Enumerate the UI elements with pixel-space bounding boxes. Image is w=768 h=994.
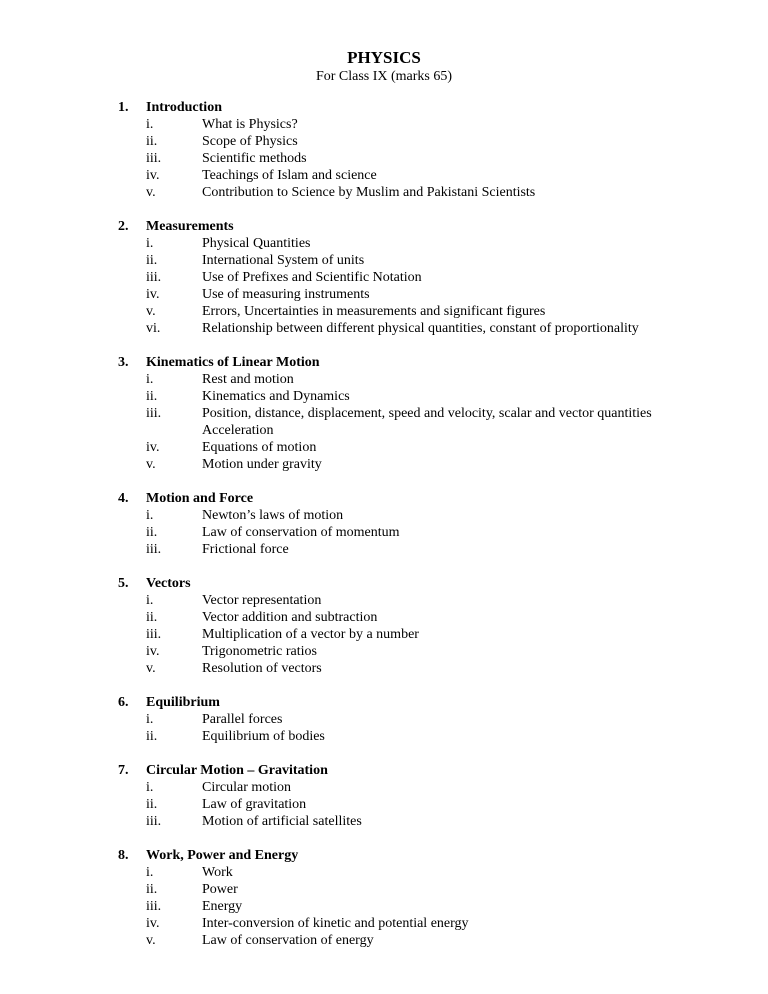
section-6 [0, 694, 768, 745]
item-number: ii. [146, 729, 158, 744]
section-5 [0, 575, 768, 677]
list-item [146, 881, 666, 898]
item-text: Teachings of Islam and science [202, 168, 377, 183]
section-1 [0, 99, 768, 201]
item-text: Equilibrium of bodies [202, 729, 325, 744]
item-text: Frictional force [202, 542, 289, 557]
item-number: i. [146, 780, 154, 795]
section-number: 3. [118, 355, 129, 370]
item-text: Newton’s laws of motion [202, 508, 344, 523]
list-item [146, 235, 666, 252]
section-body [146, 99, 666, 201]
item-number: v. [146, 933, 156, 948]
list-item [146, 456, 666, 473]
item-number: ii. [146, 389, 158, 404]
list-item [146, 643, 666, 660]
item-text: Physical Quantities [202, 236, 311, 251]
item-number: iv. [146, 644, 160, 659]
item-text: Errors, Uncertainties in measurements and significant figures [202, 304, 546, 319]
list-item [146, 116, 666, 133]
section-number: 4. [118, 491, 129, 506]
item-text: Inter-conversion of kinetic and potential energy [202, 916, 469, 931]
section-body [146, 694, 666, 745]
item-text: Law of conservation of energy [202, 933, 374, 948]
item-number: iii. [146, 899, 162, 914]
section-8 [0, 847, 768, 949]
section-number: 1. [118, 100, 129, 115]
list-item [146, 439, 666, 456]
section-7 [0, 762, 768, 830]
item-text: Parallel forces [202, 712, 283, 727]
item-number: ii. [146, 134, 158, 149]
item-number: v. [146, 304, 156, 319]
item-number: i. [146, 117, 154, 132]
item-text: Equations of motion [202, 440, 317, 455]
page-subtitle: For Class IX (marks 65) [315, 69, 453, 84]
item-text: Energy [202, 899, 243, 914]
list-item [146, 269, 666, 286]
item-text: Contribution to Science by Muslim and Pakistani Scientists [202, 185, 536, 200]
item-text: Law of gravitation [202, 797, 307, 812]
item-text: Power [202, 882, 238, 897]
item-text: Vector representation [202, 593, 322, 608]
list-item [146, 864, 666, 881]
item-number: ii. [146, 882, 158, 897]
item-text: Kinematics and Dynamics [202, 389, 350, 404]
section-body [146, 762, 666, 830]
item-number: i. [146, 236, 154, 251]
section-body [146, 575, 666, 677]
item-number: iii. [146, 270, 162, 285]
section-list [0, 99, 768, 966]
list-item [146, 711, 666, 728]
section-title: Work, Power and Energy [146, 848, 299, 863]
list-item [146, 592, 666, 609]
list-item [146, 779, 666, 796]
item-text: Vector addition and subtraction [202, 610, 378, 625]
page-title: PHYSICS [347, 48, 421, 67]
item-text: Scientific methods [202, 151, 307, 166]
section-number: 7. [118, 763, 129, 778]
list-item [146, 371, 666, 388]
item-number: vi. [146, 321, 161, 336]
list-item [146, 813, 666, 830]
item-text: Work [202, 865, 233, 880]
list-item [146, 796, 666, 813]
item-text: Circular motion [202, 780, 292, 795]
section-number: 6. [118, 695, 129, 710]
list-item [146, 660, 666, 677]
list-item [146, 915, 666, 932]
item-text: Relationship between different physical quantities, constant of proportionality [202, 321, 639, 336]
list-item [146, 541, 666, 558]
section-title: Vectors [146, 576, 191, 591]
item-number: iv. [146, 440, 160, 455]
section-title: Equilibrium [146, 695, 220, 710]
item-text: Use of measuring instruments [202, 287, 370, 302]
section-title: Measurements [146, 219, 234, 234]
section-body [146, 218, 666, 337]
item-number: i. [146, 372, 154, 387]
item-text: Trigonometric ratios [202, 644, 317, 659]
list-item [146, 898, 666, 915]
item-text: Rest and motion [202, 372, 294, 387]
list-item [146, 507, 666, 524]
section-number: 8. [118, 848, 129, 863]
list-item [146, 388, 666, 405]
section-title: Introduction [146, 100, 222, 115]
list-item [146, 133, 666, 150]
item-number: v. [146, 185, 156, 200]
item-number: iii. [146, 627, 162, 642]
item-number: v. [146, 457, 156, 472]
section-body [146, 847, 666, 949]
item-text: Law of conservation of momentum [202, 525, 400, 540]
item-number: iv. [146, 168, 160, 183]
item-text: What is Physics? [202, 117, 298, 132]
section-title: Motion and Force [146, 491, 254, 506]
item-number: ii. [146, 525, 158, 540]
item-text: Resolution of vectors [202, 661, 322, 676]
section-3 [0, 354, 768, 473]
item-number: iii. [146, 151, 162, 166]
list-item [146, 405, 666, 439]
list-item [146, 167, 666, 184]
list-item [146, 320, 666, 337]
item-number: i. [146, 865, 154, 880]
list-item [146, 184, 666, 201]
list-item [146, 932, 666, 949]
item-number: iii. [146, 814, 162, 829]
list-item [146, 609, 666, 626]
item-number: iv. [146, 916, 160, 931]
section-body [146, 490, 666, 558]
list-item [146, 150, 666, 167]
list-item [146, 524, 666, 541]
section-4 [0, 490, 768, 558]
item-text: Position, distance, displacement, speed and velocity, scalar and vector quantities Acceleration [202, 406, 652, 438]
item-number: iii. [146, 542, 162, 557]
item-text: Multiplication of a vector by a number [202, 627, 419, 642]
list-item [146, 286, 666, 303]
section-title: Circular Motion – Gravitation [146, 763, 328, 778]
item-number: ii. [146, 610, 158, 625]
item-number: ii. [146, 253, 158, 268]
item-text: International System of units [202, 253, 365, 268]
item-text: Motion of artificial satellites [202, 814, 362, 829]
section-number: 5. [118, 576, 129, 591]
item-number: i. [146, 508, 154, 523]
section-2 [0, 218, 768, 337]
list-item [146, 728, 666, 745]
list-item [146, 303, 666, 320]
item-text: Use of Prefixes and Scientific Notation [202, 270, 422, 285]
item-number: v. [146, 661, 156, 676]
item-text: Motion under gravity [202, 457, 322, 472]
list-item [146, 252, 666, 269]
item-number: iv. [146, 287, 160, 302]
item-number: ii. [146, 797, 158, 812]
item-number: i. [146, 593, 154, 608]
item-text: Scope of Physics [202, 134, 298, 149]
list-item [146, 626, 666, 643]
section-title: Kinematics of Linear Motion [146, 355, 320, 370]
item-number: i. [146, 712, 154, 727]
item-number: iii. [146, 406, 162, 421]
section-body [146, 354, 666, 473]
section-number: 2. [118, 219, 129, 234]
